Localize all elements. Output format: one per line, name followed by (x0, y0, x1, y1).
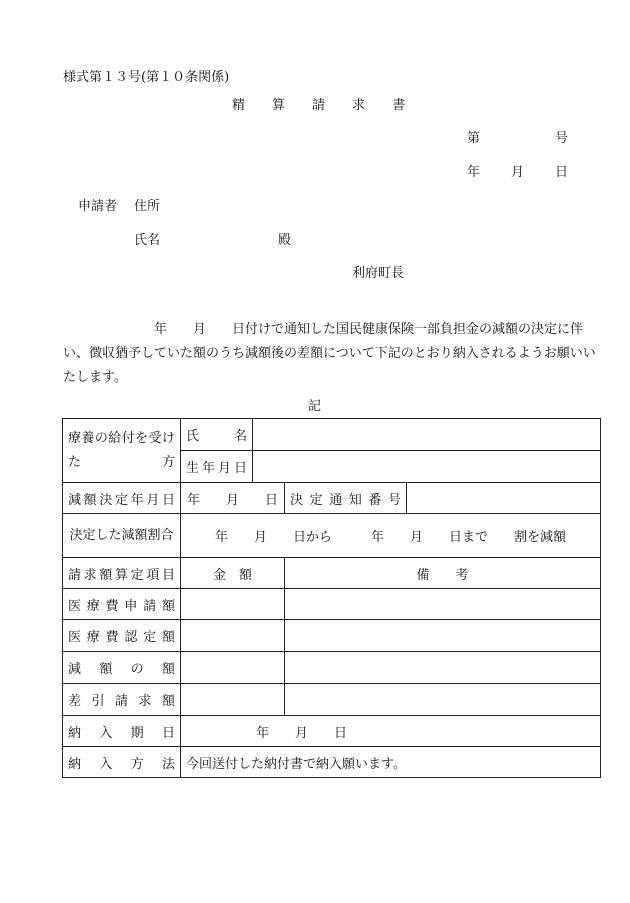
decision-date-field[interactable]: 年 月 日 (181, 483, 285, 514)
form-number-label: 様式第１３号(第１０条関係) (63, 70, 230, 85)
amount-field[interactable] (181, 684, 285, 716)
remarks-field[interactable] (285, 684, 601, 716)
title-char: 精 (232, 98, 246, 113)
table-row-label: 医療費認定額 (63, 620, 181, 652)
issue-date-day: 日 (555, 165, 569, 180)
remarks-field[interactable] (285, 589, 601, 620)
decision-notice-field[interactable] (407, 483, 601, 514)
title-char: 書 (392, 98, 406, 113)
table-row-label: 差引請求額 (63, 684, 181, 716)
title-char: 算 (272, 98, 286, 113)
body-paragraph: 年 月 日付けで通知した国民健康保険一部負担金の減額の決定に伴い、徴収猶予していた額のうち減額後の差額について下記のとおり納入されるようお願いいたします。 (63, 322, 596, 385)
issue-date-month: 月 (511, 165, 525, 180)
title-char: 請 (312, 98, 326, 113)
payment-method-label: 納入方法 (63, 747, 181, 778)
payment-method-field: 今回送付した納付書で納入願います。 (181, 747, 601, 778)
recipient-birth-label: 生年月日 (181, 451, 253, 483)
ratio-label: 決定した減額割合 (63, 514, 181, 558)
honorific: 殿 (278, 233, 292, 248)
issue-date-year: 年 (467, 165, 481, 180)
decision-notice-label: 決定通知番号 (285, 483, 407, 514)
claim-table (62, 418, 601, 778)
due-date-label: 納入期日 (63, 716, 181, 747)
table-row-label: 減額の額 (63, 652, 181, 684)
document-number-suffix: 号 (555, 131, 569, 146)
amount-field[interactable] (181, 589, 285, 620)
document-title (232, 94, 432, 113)
ratio-field[interactable]: 年 月 日から 年 月 日まで 割を減額 (181, 514, 601, 558)
recipient-birth-field[interactable] (253, 451, 601, 483)
amount-field[interactable] (181, 620, 285, 652)
decision-date-label: 減額決定年月日 (63, 483, 181, 514)
recipient-label: 療養の給付を受けた方 (63, 419, 181, 483)
recipient-name-label: 氏 名 (181, 419, 253, 451)
title-char: 求 (352, 98, 366, 113)
recipient-name-field[interactable] (253, 419, 601, 451)
name-label: 氏名 (134, 233, 161, 248)
due-date-field[interactable]: 年 月 日 (181, 716, 601, 747)
amount-field[interactable] (181, 652, 285, 684)
remarks-header: 備 考 (285, 558, 601, 589)
addressee: 利府町長 (352, 266, 405, 281)
remarks-field[interactable] (285, 652, 601, 684)
calc-item-label: 請求額算定項目 (63, 558, 181, 589)
applicant-label: 申請者 (78, 199, 118, 214)
document-number-prefix: 第 (467, 131, 481, 146)
remarks-field[interactable] (285, 620, 601, 652)
table-row-label: 医療費申請額 (63, 589, 181, 620)
address-label: 住所 (134, 199, 161, 214)
ki-heading: 記 (308, 399, 322, 414)
amount-header: 金 額 (181, 558, 285, 589)
